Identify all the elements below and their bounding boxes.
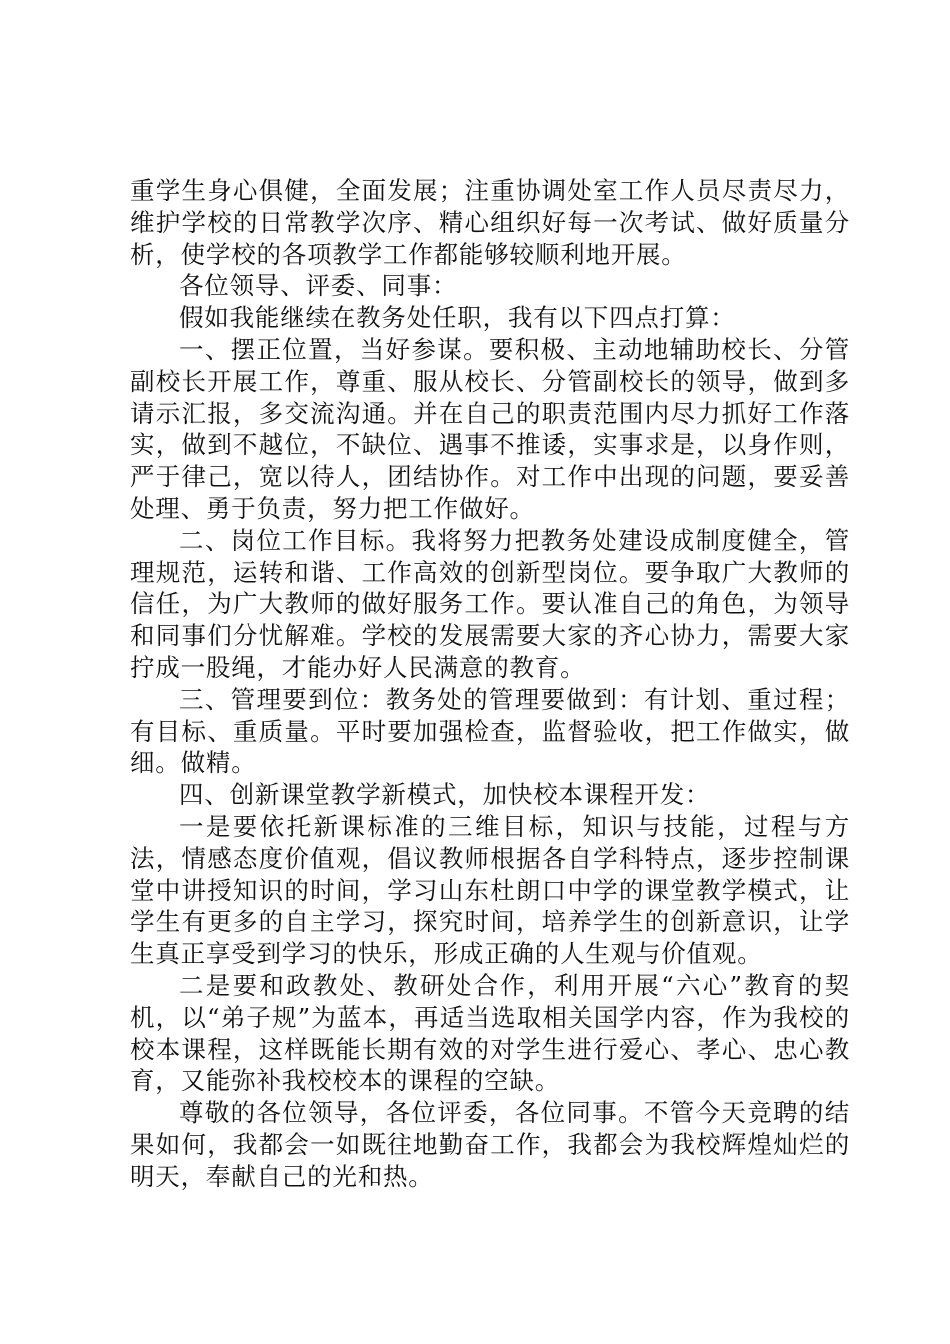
document-body: [130, 175, 850, 1193]
paragraph-9: 二是要和政教处、教研处合作，利用开展“六心”教育的契机，以“弟子规”为蓝本，再适当选取相关国学内容，作为我校的校本课程，这样既能长期有效的对学生进行爱心、孝心、忠心教育，又能弥补我校校本的课程的空缺。: [130, 970, 850, 1096]
paragraph-4: 一、摆正位置，当好参谋。要积极、主动地辅助校长、分管副校长开展工作，尊重、服从校长、分管副校长的领导，做到多请示汇报，多交流沟通。并在自己的职责范围内尽力抓好工作落实，做到不越位，不缺位、遇事不推诿，实事求是，以身作则，严于律己，宽以待人，团结协作。对工作中出现的问题，要妥善处理、勇于负责，努力把工作做好。: [130, 334, 850, 523]
paragraph-5: 二、岗位工作目标。我将努力把教务处建设成制度健全，管理规范，运转和谐、工作高效的创新型岗位。要争取广大教师的信任，为广大教师的做好服务工作。要认准自己的角色，为领导和同事们分忧解难。学校的发展需要大家的齐心协力，需要大家拧成一股绳，才能办好人民满意的教育。: [130, 525, 850, 682]
paragraph-8: 一是要依托新课标准的三维目标，知识与技能，过程与方法，情感态度价值观，倡议教师根据各自学科特点，逐步控制课堂中讲授知识的时间，学习山东杜朗口中学的课堂教学模式，让学生有更多的自主学习，探究时间，培养学生的创新意识，让学生真正享受到学习的快乐，形成正确的人生观与价值观。: [130, 811, 850, 969]
paragraph-1: 重学生身心俱健，全面发展；注重协调处室工作人员尽责尽力，维护学校的日常教学次序、精心组织好每一次考试、做好质量分析，使学校的各项教学工作都能够较顺利地开展。: [130, 176, 850, 269]
paragraph-2: 各位领导、评委、同事：: [179, 271, 458, 301]
paragraph-10: 尊敬的各位领导，各位评委，各位同事。不管今天竞聘的结果如何，我都会一如既往地勤奋工作，我都会为我校辉煌灿烂的明天，奉献自己的光和热。: [130, 1098, 850, 1191]
paragraph-3: 假如我能继续在教务处任职，我有以下四点打算：: [179, 303, 736, 333]
paragraph-7: 四、创新课堂教学新模式，加快校本课程开发：: [179, 780, 711, 810]
paragraph-6: 三、管理要到位：教务处的管理要做到：有计划、重过程；有目标、重质量。平时要加强检查，监督验收，把工作做实，做细。做精。: [130, 684, 850, 778]
